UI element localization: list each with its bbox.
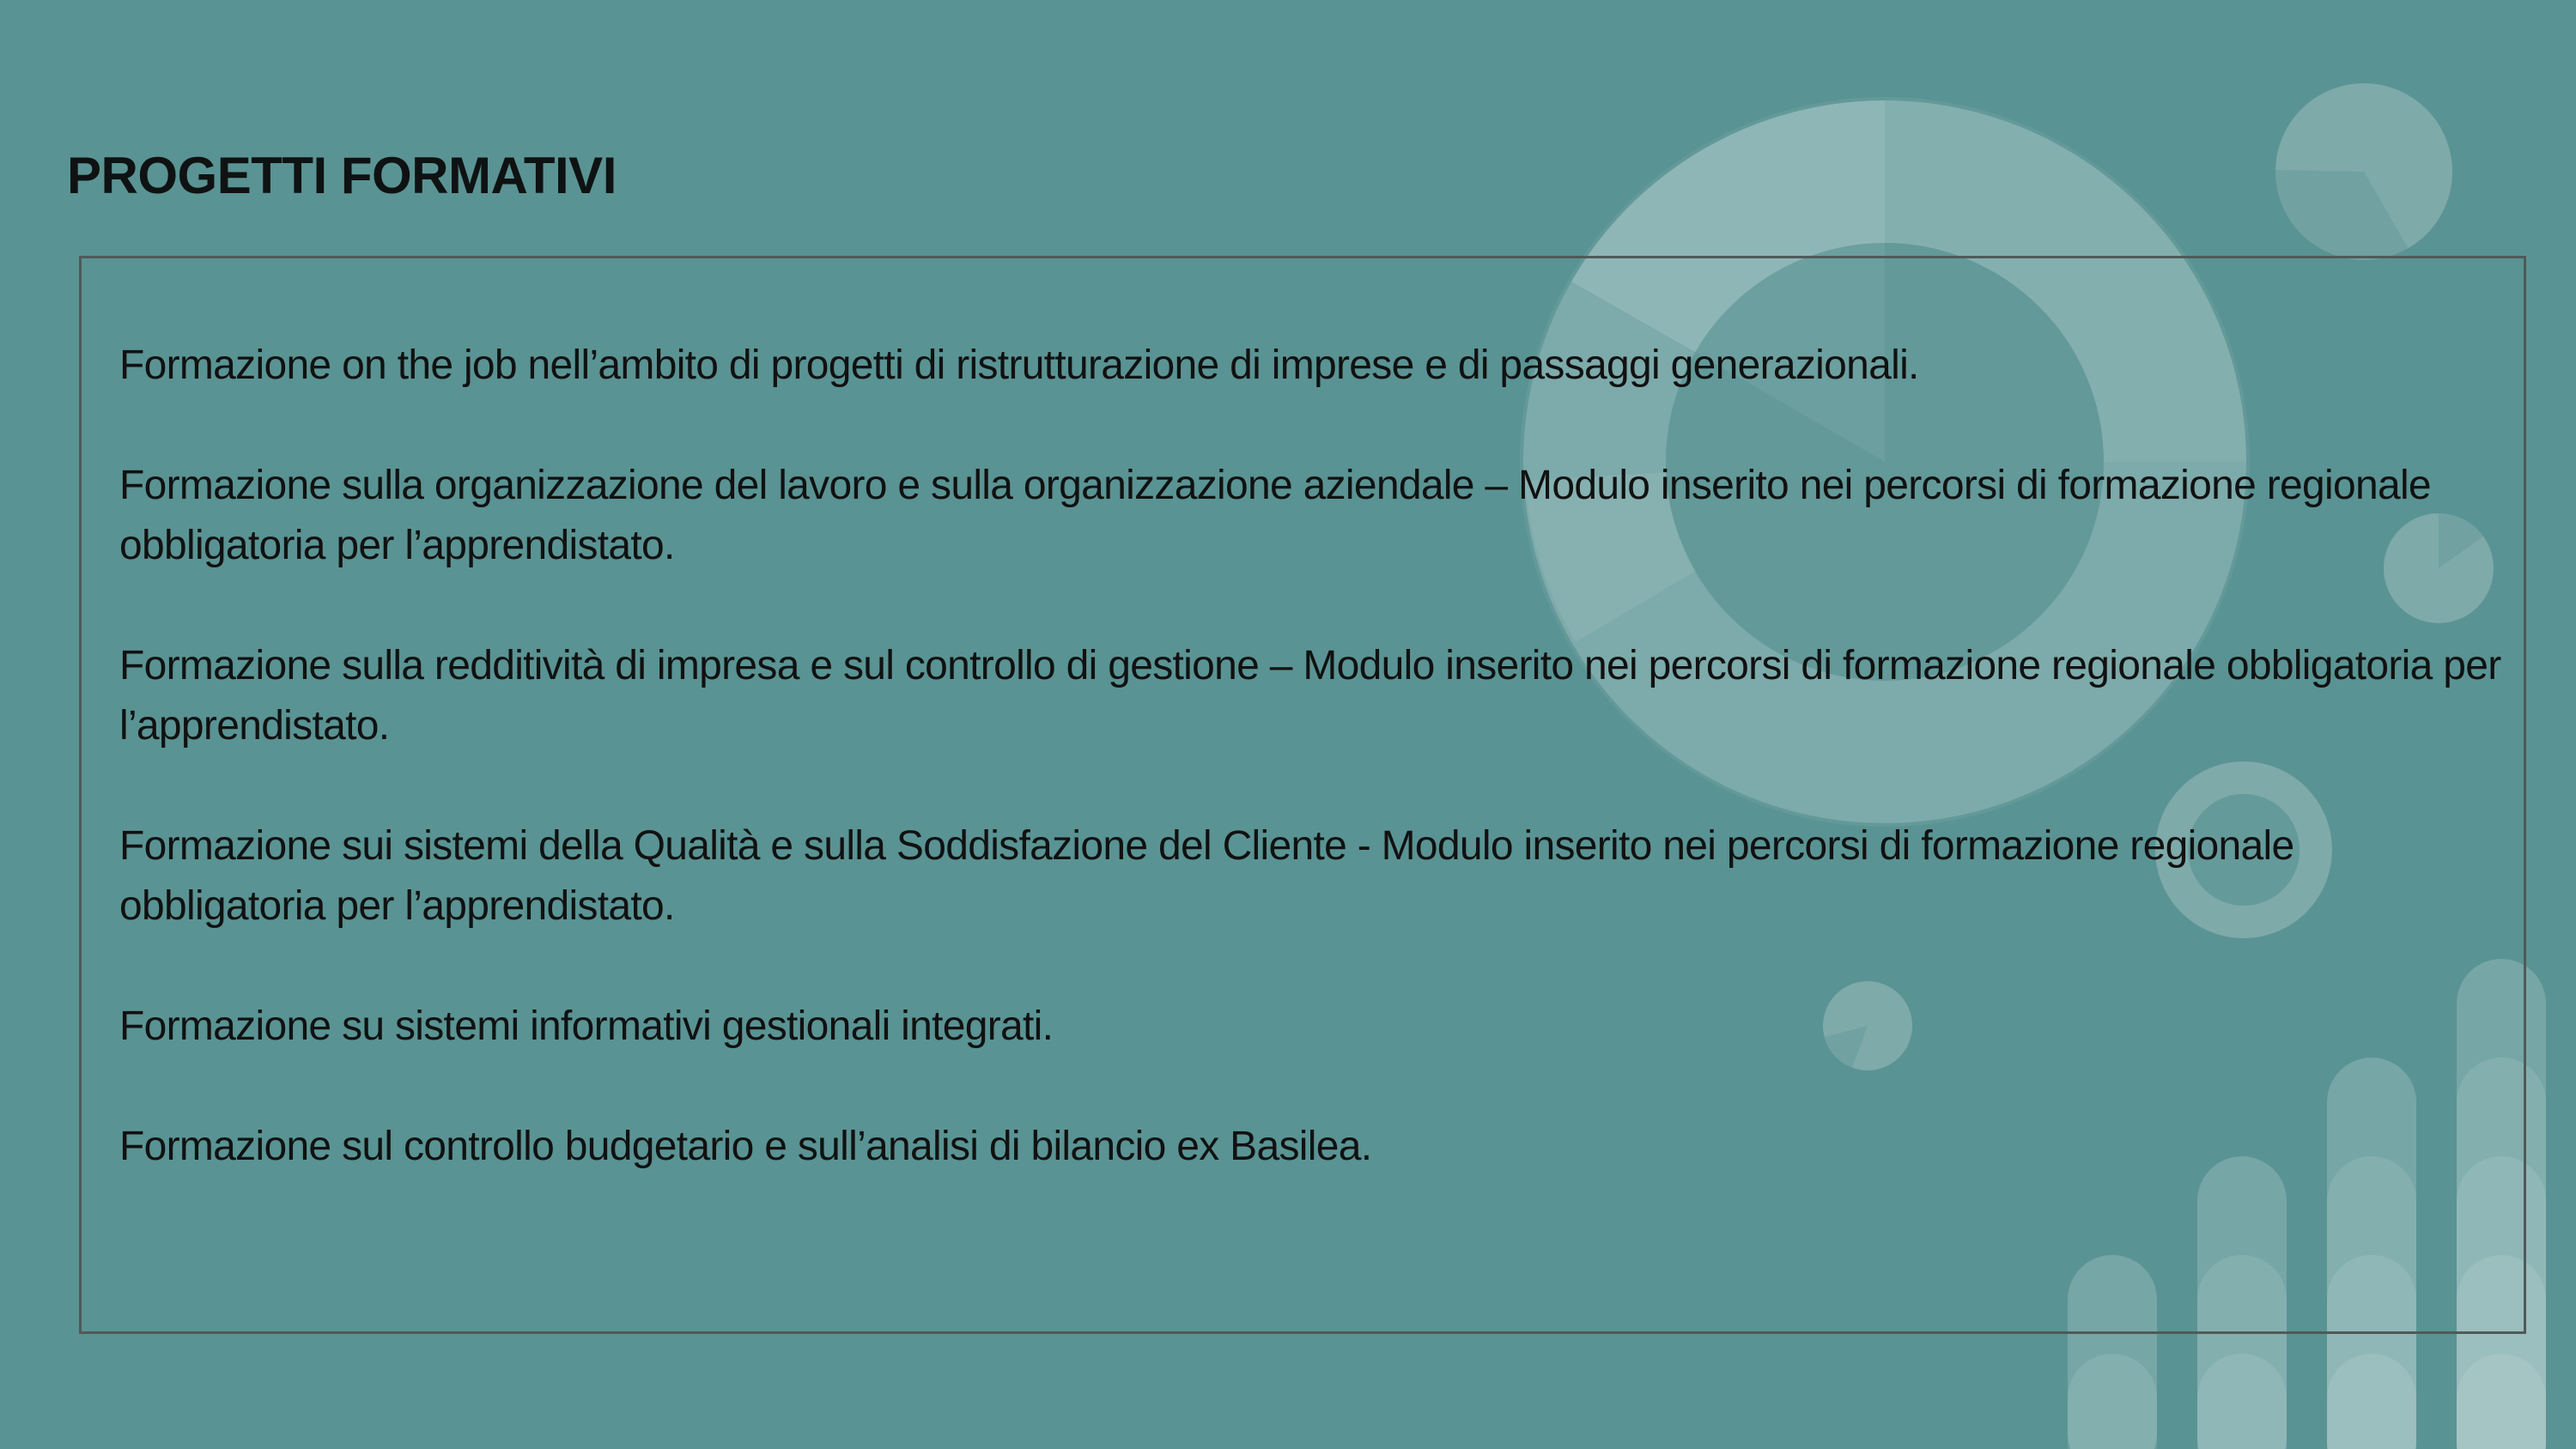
list-item: Formazione on the job nell’ambito di progetti di ristrutturazione di imprese e di passaggi generazionali. [119, 343, 1919, 388]
list-item: Formazione sul controllo budgetario e sull’analisi di bilancio ex Basilea. [119, 1124, 1372, 1169]
content-box [79, 256, 2526, 1334]
slide-title: PROGETTI FORMATIVI [67, 147, 617, 204]
pie-graphic-large [2275, 83, 2452, 261]
list-item: Formazione sulla redditività di impresa e sul controllo di gestione – Modulo inserito nei percorsi di formazione regionale obbligatoria per l’apprendistato. [119, 643, 2501, 749]
training-projects-list [119, 336, 2506, 1177]
list-item: Formazione su sistemi informativi gestionali integrati. [119, 1003, 1054, 1049]
list-item: Formazione sui sistemi della Qualità e sulla Soddisfazione del Cliente - Modulo inserito nei percorsi di formazione regionale obbligatoria per l’apprendistato. [119, 823, 2294, 929]
list-item: Formazione sulla organizzazione del lavoro e sulla organizzazione aziendale – Modulo inserito nei percorsi di formazione regionale obbligatoria per l’apprendistato. [119, 463, 2431, 568]
